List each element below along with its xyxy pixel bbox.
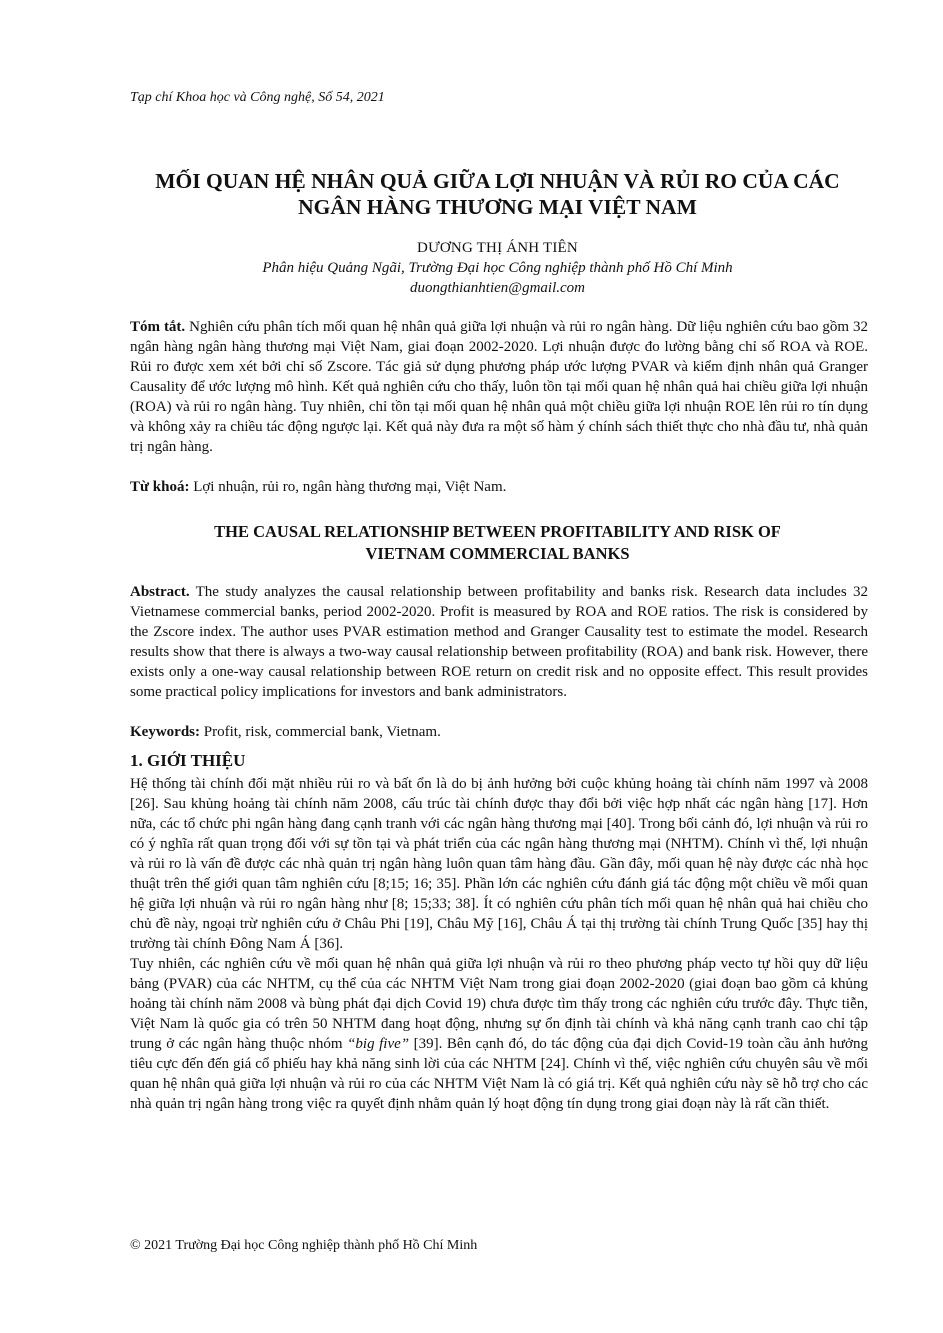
paper-title-en [100,521,895,565]
keywords-en-label: Keywords: [130,724,200,740]
author-name: DƯƠNG THỊ ÁNH TIÊN [417,240,578,256]
introduction-paragraph-2 [130,954,868,1114]
keywords-en [130,722,868,742]
author-block [100,238,895,298]
introduction-paragraph-1: Hệ thống tài chính đối mặt nhiều rủi ro và bất ổn là do bị ảnh hưởng bởi cuộc khủng hoảng tài chính năm 1997 và 2008 [26]. Sau khủng hoảng tài chính năm 2008, cấu trúc tài chính được thay đổi bởi việc hợp nhất các ngân hàng [17]. Hơn nữa, các tổ chức phi ngân hàng đang cạnh tranh với các ngân hàng thương mại [40]. Trong bối cảnh đó, lợi nhuận và rủi ro có ý nghĩa rất quan trọng đối với sự tồn tại và phát triển của các ngân hàng thương mại (NHTM). Chính vì thế, lợi nhuận và rủi ro là vấn đề được các nhà quản trị ngân hàng luôn quan tâm hàng đầu. Gần đây, mối quan hệ này được các nhà học thuật trên thế giới quan tâm nghiên cứu [8;15; 16; 35]. Phần lớn các nghiên cứu đánh giá tác động một chiều về mối quan hệ giữa lợi nhuận và rủi ro ngân hàng như [8; 15;33; 38]. Ít có nghiên cứu phân tích mối quan hệ nhân quả hai chiều cho chủ đề này, ngoại trừ nghiên cứu ở Châu Phi [19], Châu Mỹ [16], Châu Á tại thị trường tài chính Trung Quốc [35] hay thị trường tài chính Đông Nam Á [36]. [130,776,868,952]
introduction-body [130,774,868,1114]
keywords-vi-label: Từ khoá: [130,479,190,495]
abstract-vi [130,317,868,457]
keywords-vi-text: Lợi nhuận, rủi ro, ngân hàng thương mại, Việt Nam. [189,479,507,495]
introduction-paragraph-2-part2: [39]. Bên cạnh đó, do tác động của đại dịch Covid-19 toàn cầu ảnh hưởng tiêu cực đến đến giá cổ phiếu hay khả năng sinh lời của các NHTM [24]. Chính vì thế, việc nghiên cứu chuyên sâu về mối quan hệ nhân quả giữa lợi nhuận và rủi ro của các NHTM Việt Nam là có giá trị. Kết quả nghiên cứu này sẽ hỗ trợ cho các nhà quản trị ngân hàng trong việc ra quyết định nhằm quản lý hoạt động tín dụng trong giai đoạn này là rất cần thiết. [130,1036,868,1112]
paper-title-en-line1: THE CAUSAL RELATIONSHIP BETWEEN PROFITABILITY AND RISK OF [214,522,781,541]
section-heading-introduction: 1. GIỚI THIỆU [130,751,246,770]
keywords-vi [130,477,868,497]
abstract-en-label: Abstract. [130,584,190,600]
introduction-paragraph-2-part1: Tuy nhiên, các nghiên cứu về mối quan hệ nhân quả giữa lợi nhuận và rủi ro theo phương pháp vecto tự hồi quy dữ liệu bảng (PVAR) của các NHTM, cụ thể của các NHTM Việt Nam trong giai đoạn 2002-2020 (giai đoạn bao gồm cả khủng hoảng tài chính năm 2008 và bùng phát đại dịch Covid 19) chưa được tìm thấy trong các nghiên cứu trước đây. Thực tiễn, Việt Nam là quốc gia có trên 50 NHTM đang hoạt động, nhưng sự ổn định tài chính và khả năng cạnh tranh cao chỉ tập trung ở các ngân hàng thuộc nhóm [130,956,868,1052]
keywords-en-text: Profit, risk, commercial bank, Vietnam. [200,724,441,740]
abstract-en-text: The study analyzes the causal relationship between profitability and banks risk. Research data includes 32 Vietnamese commercial banks, period 2002-2020. Profit is measured by ROA and ROE ratios. The risk is considered by the Zscore index. The author uses PVAR estimation method and Granger Causality test to estimate the model. Research results show that there is always a two-way causal relationship between profitability (ROA) and bank risk. However, there exists only a one-way causal relationship between ROE return on credit risk and no opposite effect. This result provides some practical policy implications for investors and bank administrators. [130,584,868,700]
author-email[interactable]: duongthianhtien@gmail.com [409,280,586,296]
abstract-vi-text: Nghiên cứu phân tích mối quan hệ nhân quả giữa lợi nhuận và rủi ro ngân hàng. Dữ liệu nghiên cứu bao gồm 32 ngân hàng ngân hàng thương mại Việt Nam, giai đoạn 2002-2020. Lợi nhuận được đo lường bằng chỉ số ROA và ROE. Rủi ro được xem xét bởi chỉ số Zscore. Tác giả sử dụng phương pháp ước lượng PVAR và kiểm định nhân quả Granger Causality để ước lượng mô hình. Kết quả nghiên cứu cho thấy, luôn tồn tại mối quan hệ nhân quả hai chiều giữa lợi nhuận (ROA) và rủi ro ngân hàng. Tuy nhiên, chỉ tồn tại mối quan hệ nhân quả một chiều giữa lợi nhuận ROE lên rủi ro tín dụng và không xảy ra chiều tác động ngược lại. Kết quả này đưa ra một số hàm ý chính sách thiết thực cho nhà đầu tư, nhà quản trị ngân hàng. [130,319,868,455]
paper-title-vi-line1: MỐI QUAN HỆ NHÂN QUẢ GIỮA LỢI NHUẬN VÀ RỦI RO CỦA CÁC [155,169,840,193]
abstract-en [130,582,868,702]
author-affiliation: Phân hiệu Quảng Ngãi, Trường Đại học Công nghiệp thành phố Hồ Chí Minh [262,260,733,276]
introduction-paragraph-2-emphasis: “big five” [347,1036,410,1052]
paper-title-en-line2: VIETNAM COMMERCIAL BANKS [365,544,630,563]
paper-title-vi-line2: NGÂN HÀNG THƯƠNG MẠI VIỆT NAM [298,195,697,219]
paper-title-vi [100,168,895,220]
copyright-footer: © 2021 Trường Đại học Công nghiệp thành phố Hồ Chí Minh [130,1238,478,1253]
running-head: Tạp chí Khoa học và Công nghệ, Số 54, 2021 [130,90,385,105]
abstract-vi-label: Tóm tắt. [130,319,186,335]
